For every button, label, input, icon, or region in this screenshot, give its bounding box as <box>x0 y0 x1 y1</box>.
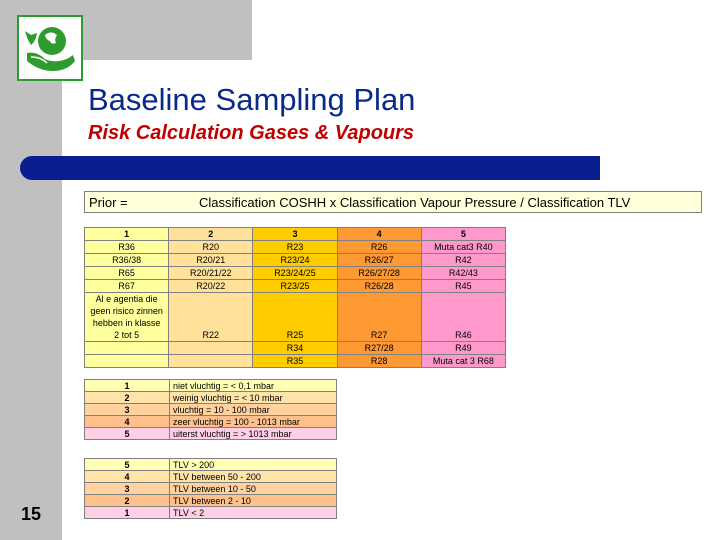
table-row <box>85 404 337 416</box>
table-row <box>85 293 506 306</box>
table-cell: R23 <box>253 241 337 254</box>
table-cell: R42 <box>421 254 505 267</box>
class-header-1: 1 <box>85 228 169 241</box>
table-cell: R23/25 <box>253 280 337 293</box>
class-description: TLV between 10 - 50 <box>170 483 337 495</box>
class-header-5: 5 <box>421 228 505 241</box>
tlv-table <box>84 458 337 519</box>
table-row <box>85 280 506 293</box>
table-cell <box>169 355 253 368</box>
table-cell <box>337 305 421 317</box>
table-cell: R28 <box>337 355 421 368</box>
table-cell: R27 <box>337 329 421 342</box>
class-description: TLV < 2 <box>170 507 337 519</box>
table-cell: R26/27/28 <box>337 267 421 280</box>
vapour-pressure-table <box>84 379 337 440</box>
formula-box <box>84 191 702 213</box>
hands-holding-globe-icon <box>17 15 83 81</box>
table-row <box>85 267 506 280</box>
table-cell: R20/21/22 <box>169 267 253 280</box>
table-cell <box>169 293 253 306</box>
class-description: TLV between 2 - 10 <box>170 495 337 507</box>
table-row <box>85 342 506 355</box>
table-cell: R20/21 <box>169 254 253 267</box>
table-cell <box>337 317 421 329</box>
table-cell <box>169 305 253 317</box>
class-description: zeer vluchtig = 100 - 1013 mbar <box>170 416 337 428</box>
formula-prefix: Prior = <box>85 192 200 213</box>
slide-number: 15 <box>20 504 42 524</box>
class-number: 5 <box>85 428 170 440</box>
class-description: TLV > 200 <box>170 459 337 471</box>
class-number: 3 <box>85 483 170 495</box>
table-row <box>85 471 337 483</box>
class-number: 5 <box>85 459 170 471</box>
table-cell: R22 <box>169 329 253 342</box>
table-cell: R35 <box>253 355 337 368</box>
class-description: weinig vluchtig = < 10 mbar <box>170 392 337 404</box>
table-cell: R26 <box>337 241 421 254</box>
table-cell: R20 <box>169 241 253 254</box>
table-row <box>85 483 337 495</box>
class-number: 1 <box>85 380 170 392</box>
table-cell <box>421 293 505 306</box>
table-cell <box>169 317 253 329</box>
table-cell <box>253 305 337 317</box>
table-cell: R46 <box>421 329 505 342</box>
table-cell: R65 <box>85 267 169 280</box>
table-cell <box>421 317 505 329</box>
class-header-4: 4 <box>337 228 421 241</box>
table-row <box>85 380 337 392</box>
formula-expression: Classification COSHH x Classification Vapour Pressure / Classification TLV <box>199 192 702 213</box>
table-cell <box>253 317 337 329</box>
table-row <box>85 317 506 329</box>
table-row <box>85 459 337 471</box>
table-cell: R34 <box>253 342 337 355</box>
slide-subtitle: Risk Calculation Gases & Vapours <box>88 122 415 144</box>
table-cell: R36 <box>85 241 169 254</box>
table-cell: Muta cat 3 R68 <box>421 355 505 368</box>
table-row <box>85 416 337 428</box>
class-description: uiterst vluchtig = > 1013 mbar <box>170 428 337 440</box>
table-cell: R25 <box>253 329 337 342</box>
class-number: 3 <box>85 404 170 416</box>
table-cell: hebben in klasse <box>85 317 169 329</box>
table-row <box>85 495 337 507</box>
table-cell: R49 <box>421 342 505 355</box>
table-cell: R26/27 <box>337 254 421 267</box>
table-row <box>85 507 337 519</box>
table-cell: 2 tot 5 <box>85 329 169 342</box>
class-description: TLV between 50 - 200 <box>170 471 337 483</box>
table-cell: R45 <box>421 280 505 293</box>
class-description: niet vluchtig = < 0,1 mbar <box>170 380 337 392</box>
class-number: 2 <box>85 495 170 507</box>
class-description: vluchtig = 10 - 100 mbar <box>170 404 337 416</box>
table-cell: R23/24/25 <box>253 267 337 280</box>
slide-title: Baseline Sampling Plan <box>88 82 416 117</box>
class-header-3: 3 <box>253 228 337 241</box>
table-cell: Al e agentia die <box>85 293 169 306</box>
table-cell: R26/28 <box>337 280 421 293</box>
table-row <box>85 329 506 342</box>
table-cell <box>421 305 505 317</box>
table-cell <box>85 342 169 355</box>
table-cell <box>337 293 421 306</box>
table-cell: geen risico zinnen <box>85 305 169 317</box>
table-cell: R27/28 <box>337 342 421 355</box>
table-row <box>85 428 337 440</box>
class-number: 4 <box>85 471 170 483</box>
table-cell: R36/38 <box>85 254 169 267</box>
table-cell: Muta cat3 R40 <box>421 241 505 254</box>
coshh-classification-table <box>84 227 506 368</box>
class-header-2: 2 <box>169 228 253 241</box>
class-number: 1 <box>85 507 170 519</box>
table-cell: R23/24 <box>253 254 337 267</box>
table-row <box>85 254 506 267</box>
table-row <box>85 355 506 368</box>
title-divider-bar <box>20 156 600 180</box>
table-cell <box>85 355 169 368</box>
table-header-row <box>85 228 506 241</box>
table-cell: R67 <box>85 280 169 293</box>
class-number: 2 <box>85 392 170 404</box>
table-cell <box>169 342 253 355</box>
top-header-panel <box>62 0 252 60</box>
table-cell: R20/22 <box>169 280 253 293</box>
table-row <box>85 392 337 404</box>
table-row <box>85 241 506 254</box>
table-row <box>85 305 506 317</box>
class-number: 4 <box>85 416 170 428</box>
table-cell: R42/43 <box>421 267 505 280</box>
table-cell <box>253 293 337 306</box>
sidebar-panel <box>0 0 62 540</box>
